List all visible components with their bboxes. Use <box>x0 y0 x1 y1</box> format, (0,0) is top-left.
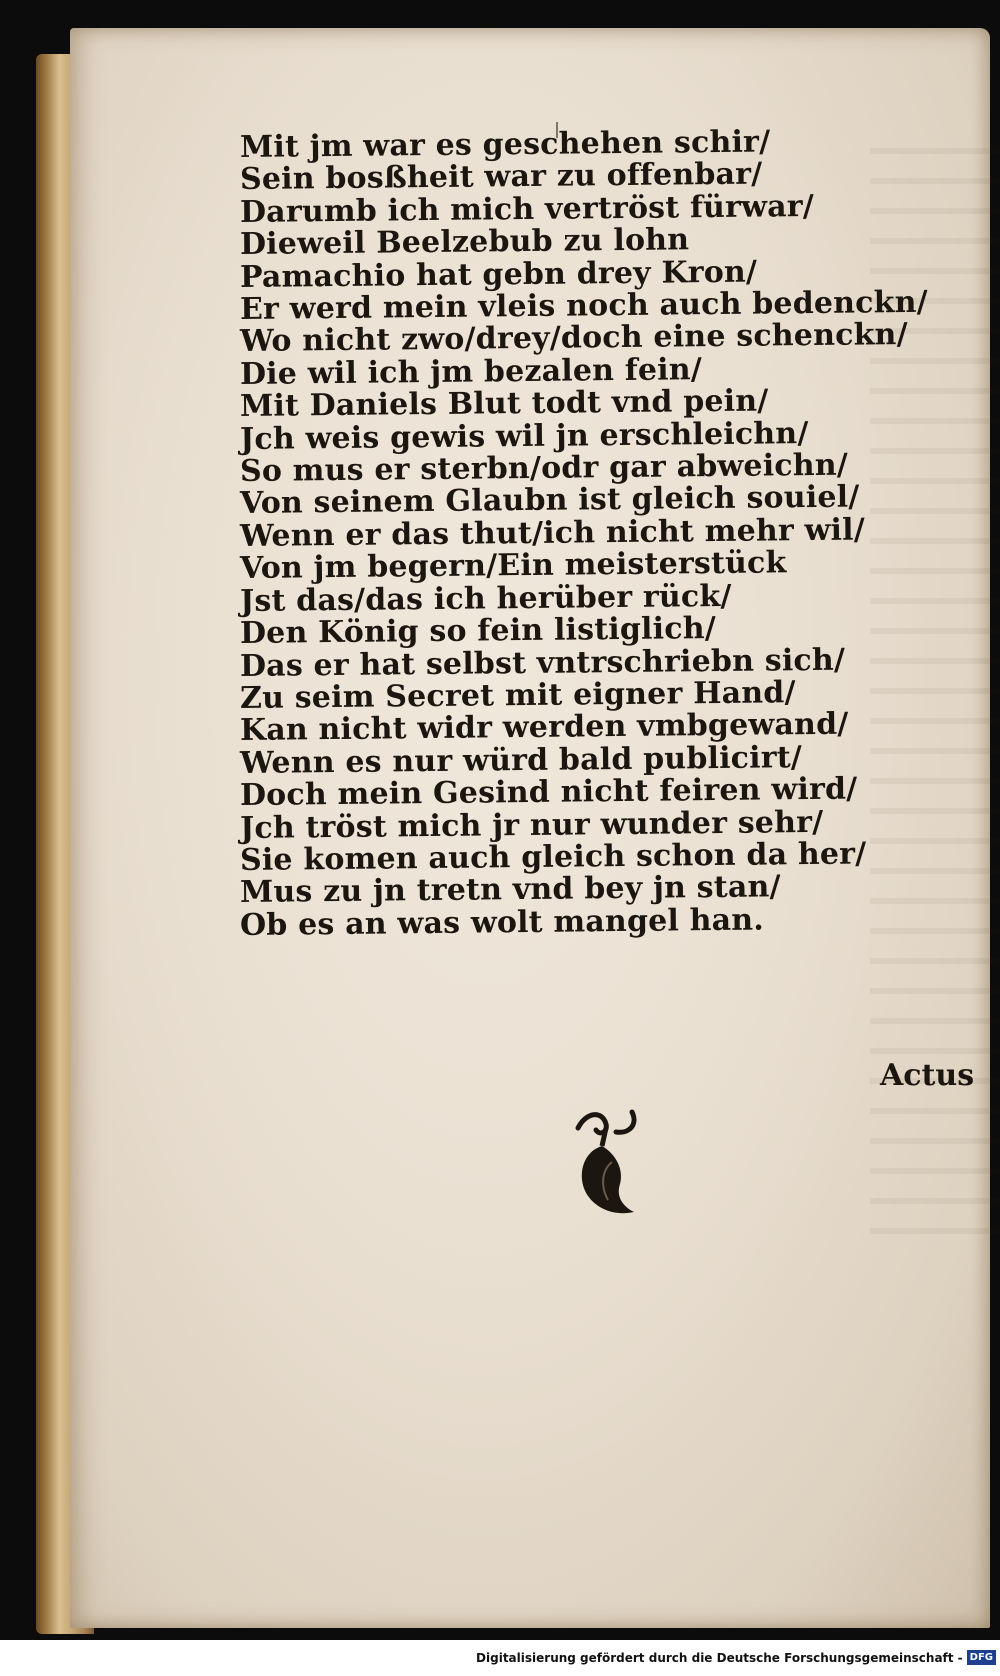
footer-bar <box>0 1644 1000 1676</box>
verse-line: Dieweil Beelzebub zu lohn <box>239 222 690 263</box>
verse-line: Doch mein Gesind nicht feiren wird/ <box>239 771 858 814</box>
dfg-logo: DFG <box>967 1650 996 1665</box>
verse-line: Wenn es nur würd bald publicirt/ <box>239 739 803 781</box>
dfg-credit: Digitalisierung gefördert durch die Deutsche Forschungsgemeinschaft - <box>476 1651 963 1665</box>
verse-line: Kan nicht widr werden vmbgewand/ <box>239 706 849 749</box>
verse-line: Wo nicht zwo/drey/doch eine schenckn/ <box>239 317 908 360</box>
verse-line: Jch weis gewis wil jn erschleichn/ <box>239 415 809 457</box>
verse-line: So mus er sterbn/odr gar abweichn/ <box>239 447 849 490</box>
leaf-ornament-icon <box>572 1106 662 1226</box>
verse-line: Von seinem Glaubn ist gleich souiel/ <box>239 479 860 522</box>
verse-line: Wenn er das thut/ich nicht mehr wil/ <box>239 512 866 554</box>
verse-line: Sie komen auch gleich schon da her/ <box>239 836 867 878</box>
verse-line: Er werd mein vleis noch auch bedenckn/ <box>239 284 928 328</box>
verse-line: Das er hat selbst vntrschriebn sich/ <box>239 642 846 684</box>
verse-line: Mus zu jn tretn vnd bey jn stan/ <box>239 869 781 911</box>
verse-text <box>239 124 928 943</box>
verse-line: Den König so fein listiglich/ <box>239 611 717 652</box>
verse-line: Mit Daniels Blut todt vnd pein/ <box>239 383 769 425</box>
verse-line: Jst das/das ich herüber rück/ <box>239 578 732 619</box>
verse-line: Zu seim Secret mit eigner Hand/ <box>239 675 796 716</box>
verse-line: Ob es an was wolt mangel han. <box>239 902 765 943</box>
verse-line: Pamachio hat gebn drey Kron/ <box>239 254 758 295</box>
verse-line: Mit jm war es geschehen schir/ <box>239 124 771 165</box>
verse-line: Die wil ich jm bezalen fein/ <box>239 352 703 392</box>
verse-line: Sein bosßheit war zu offenbar/ <box>239 156 763 198</box>
verse-line: Darumb ich mich vertröst fürwar/ <box>239 188 815 230</box>
verse-line: Von jm begern/Ein meisterstück <box>239 545 787 587</box>
verse-line: Jch tröst mich jr nur wunder sehr/ <box>239 804 824 846</box>
catchword: Actus <box>880 1058 975 1093</box>
